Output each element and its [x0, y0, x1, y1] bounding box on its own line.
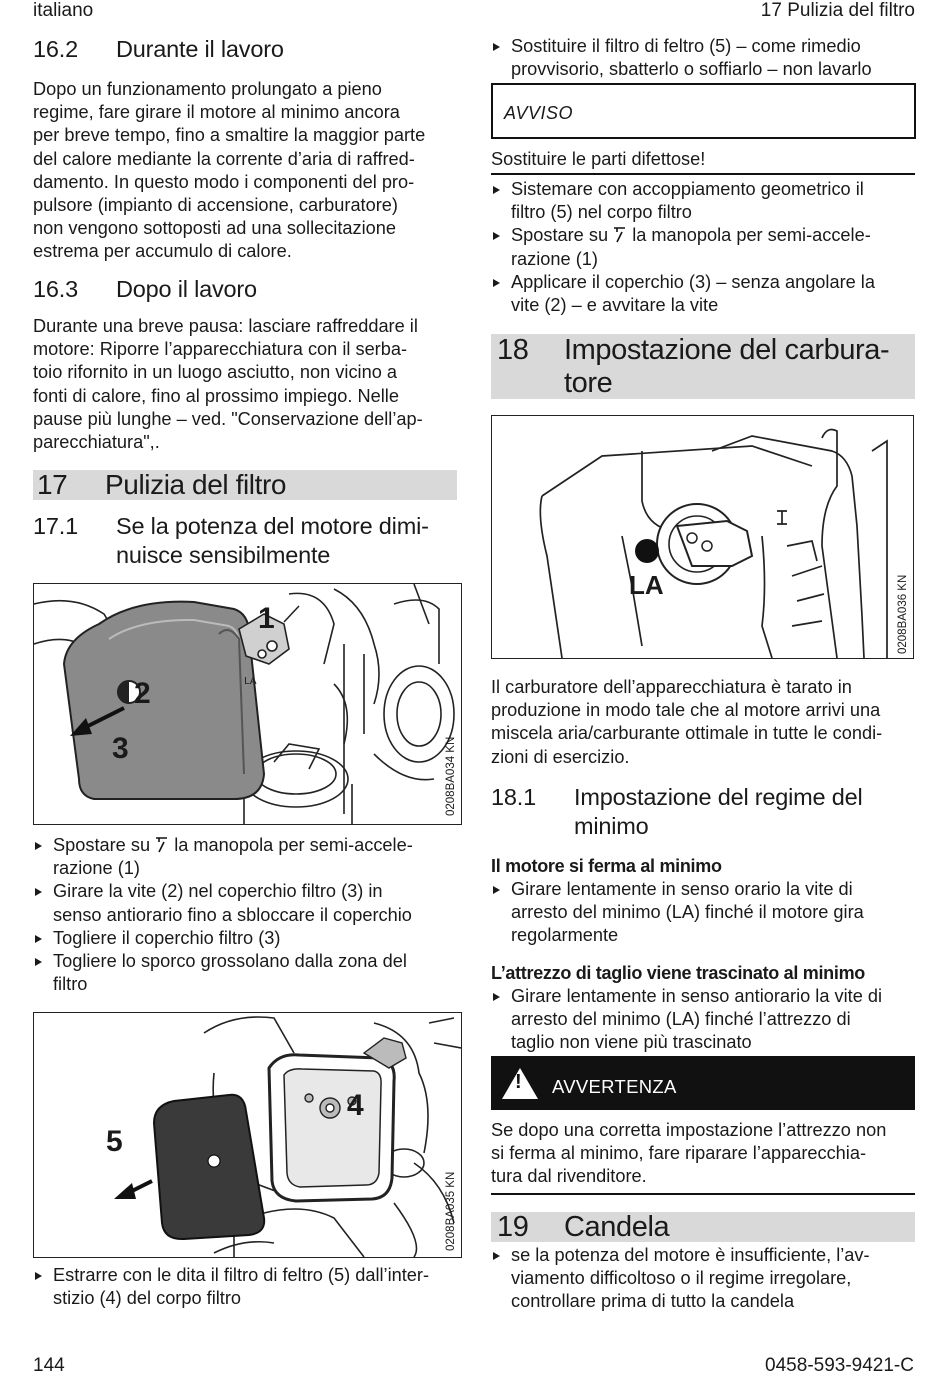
instructions-list-1 [33, 834, 413, 996]
warning-banner [491, 1056, 915, 1110]
instructions-list-3 [491, 35, 872, 81]
list-item: Sostituire il filtro di feltro (5) – come rimedio provvisorio, sbatterlo o soffiarlo – non lavarlo [491, 35, 872, 81]
subheading-engine-stops: Il motore si ferma al minimo [491, 856, 722, 876]
list-item: Sistemare con accoppiamento geometrico il filtro (5) nel corpo filtro [491, 178, 875, 224]
instructions-list-6 [491, 985, 882, 1055]
list-item: Togliere il coperchio filtro (3) [33, 927, 413, 950]
instructions-list-5 [491, 878, 864, 948]
paragraph-16-3: Durante una breve pausa: lasciare raffreddare il motore: Riporre l’apparecchiatura con il serba- toio rifornito in un luogo asciutto, non vicino a fonti di calore, fino al prossimo impiego. Nelle pause più lunghe – ved. "Conservazione dell’ap- parecchiatura",. [33, 316, 423, 453]
heading-16-3: 16.3 Dopo il lavoro [33, 276, 257, 302]
warning-text: Se dopo una corretta impostazione l’attrezzo non si ferma al minimo, fare riparare l’apparecchia- tura dal rivenditore. [491, 1119, 915, 1195]
heading-19: 19 Candela [491, 1212, 915, 1242]
instructions-list-4 [491, 178, 875, 317]
header-language: italiano [33, 0, 94, 21]
list-item: se la potenza del motore è insufficiente, l’av- viamento difficoltoso o il regime irregolare, controllare prima di tutto la candela [491, 1244, 870, 1314]
heading-title: Durante il lavoro [116, 36, 284, 62]
notice-box [491, 83, 916, 139]
illustration-carburetor [492, 416, 913, 658]
list-item: Spostare su la manopola per semi-accele- razione (1) [491, 224, 875, 270]
list-item: Applicare il coperchio (3) – senza angolare la vite (2) – e avvitare la vite [491, 271, 875, 317]
subheading-tool-moves: L’attrezzo di taglio viene trascinato al minimo [491, 963, 865, 983]
callout-4: 4 [347, 1089, 364, 1122]
heading-16-2 [33, 36, 284, 63]
list-item: Girare la vite (2) nel coperchio filtro (3) in senso antiorario fino a sbloccare il coperchio [33, 880, 413, 926]
la-label: LA [629, 570, 664, 600]
figure-code: 0208BA034 KN [445, 736, 457, 816]
list-item: Togliere lo sporco grossolano dalla zona del filtro [33, 950, 413, 996]
heading-18: 18 Impostazione del carbura- tore [491, 334, 915, 399]
instructions-list-7 [491, 1244, 870, 1314]
notice-label: AVVISO [504, 103, 574, 123]
callout-1: 1 [258, 602, 275, 635]
warning-exclamation: ! [515, 1071, 522, 1093]
list-item: Estrarre con le dita il filtro di feltro (5) dall’inter- stizio (4) del corpo filtro [33, 1264, 429, 1310]
figure-felt-filter [33, 1012, 462, 1258]
figure-carburetor-screw [491, 415, 914, 659]
document-code: 0458-593-9421-C [765, 1355, 914, 1376]
heading-18-1: 18.1 Impostazione del regime del minimo [491, 784, 863, 839]
warning-label: AVVERTENZA [552, 1076, 677, 1097]
illustration-filter-cover [34, 584, 461, 824]
figure-code: 0208BA035 KN [445, 1171, 457, 1251]
list-item: Girare lentamente in senso orario la vite di arresto del minimo (LA) finché il motore gira regolarmente [491, 878, 864, 948]
heading-17: 17 Pulizia del filtro [33, 470, 457, 500]
notice-text: Sostituire le parti difettose! [491, 148, 915, 175]
half-throttle-symbol-icon [155, 836, 169, 854]
figure-code: 0208BA036 KN [897, 574, 909, 654]
callout-5: 5 [106, 1125, 123, 1158]
callout-2: 2 [134, 677, 151, 710]
header-section: 17 Pulizia del filtro [760, 0, 915, 21]
paragraph-18: Il carburatore dell’apparecchiatura è tarato in produzione in modo tale che al motore arrivi una miscela aria/carburante ottimale in tutte le condi- zioni di esercizio. [491, 677, 883, 767]
figure-air-filter-cover [33, 583, 462, 825]
illustration-felt-filter [34, 1013, 461, 1257]
list-item: Girare lentamente in senso antiorario la vite di arresto del minimo (LA) finché l’attrezzo di taglio non viene più trascinato [491, 985, 882, 1055]
half-throttle-symbol-icon [613, 226, 627, 244]
list-item: Spostare su la manopola per semi-accele- razione (1) [33, 834, 413, 880]
instructions-list-2 [33, 1264, 429, 1310]
page-number: 144 [33, 1355, 65, 1376]
callout-3: 3 [112, 732, 129, 765]
heading-number: 16.2 [33, 36, 78, 62]
heading-17-1: 17.1 Se la potenza del motore dimi- nuisce sensibilmente [33, 513, 429, 568]
la-mark: LA [244, 676, 257, 687]
paragraph-16-2: Dopo un funzionamento prolungato a pieno regime, fare girare il motore al minimo ancora per breve tempo, fino a smaltire la maggior parte del calore mediante la corrente d’aria di raffred- damento. In questo modo i componenti del pro- pulsore (impianto di accensione, carburatore) non vengono sottoposti ad una sollecitazione estrema per accumulo di calore. [33, 79, 426, 262]
